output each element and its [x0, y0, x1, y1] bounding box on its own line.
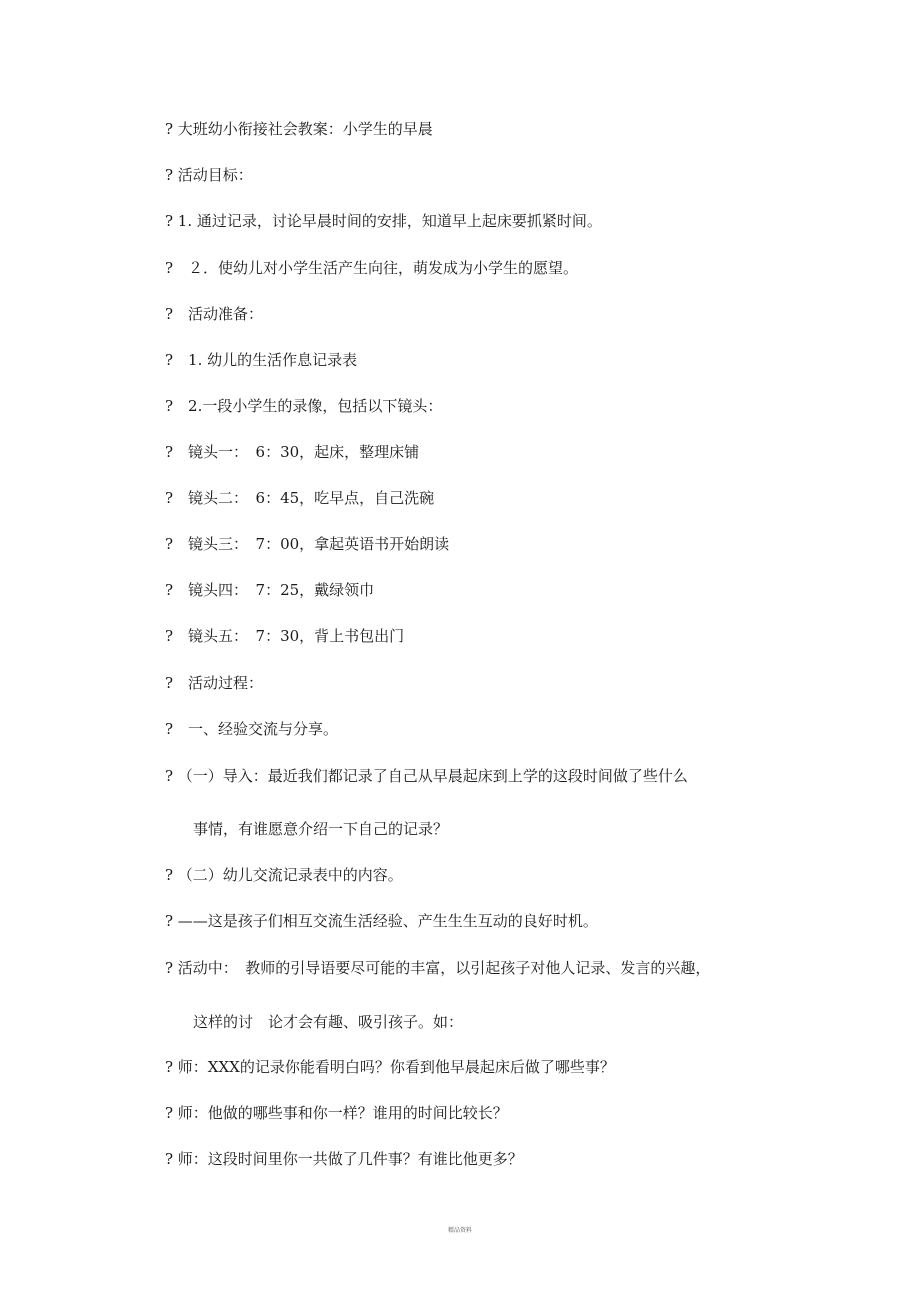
paragraph-continuation: 事情，有谁愿意介绍一下自己的记录？: [193, 820, 449, 838]
section-heading-process: ? 活动过程：: [165, 674, 264, 692]
paragraph-line: ? 一、经验交流与分享。: [165, 720, 339, 738]
page-footer: 精品资料: [447, 1227, 472, 1234]
paragraph-line: ? 活动中： 教师的引导语要尽可能的丰富，以引起孩子对他人记录、发言的兴趣，: [165, 959, 711, 977]
section-heading-goals: ? 活动目标：: [165, 166, 253, 184]
section-heading-preparation: ? 活动准备：: [165, 305, 264, 323]
shot-line: ? 镜头四： 7：25，戴绿领巾: [165, 581, 375, 599]
paragraph-line: ? 1. 幼儿的生活作息记录表: [165, 351, 358, 369]
document-title: ? 大班幼小衔接社会教案：小学生的早晨: [165, 120, 433, 138]
shot-line: ? 镜头五： 7：30，背上书包出门: [165, 627, 405, 645]
dialogue-line: ? 师：他做的哪些事和你一样？谁用的时间比较长？: [165, 1104, 508, 1122]
dialogue-line: ? 师：XXX的记录你能看明白吗？你看到他早晨起床后做了哪些事？: [165, 1058, 615, 1076]
paragraph-line: ? 2.一段小学生的录像，包括以下镜头：: [165, 397, 443, 415]
paragraph-line: ? （一）导入：最近我们都记录了自己从早晨起床到上学的这段时间做了些什么: [165, 767, 688, 785]
paragraph-line: ? 1. 通过记录，讨论早晨时间的安排，知道早上起床要抓紧时间。: [165, 212, 602, 230]
paragraph-line: ? ——这是孩子们相互交流生活经验、产生生生互动的良好时机。: [165, 912, 598, 930]
shot-line: ? 镜头二： 6：45，吃早点，自己洗碗: [165, 489, 435, 507]
paragraph-continuation: 这样的讨 论才会有趣、吸引孩子。如：: [193, 1013, 464, 1031]
shot-line: ? 镜头一： 6：30，起床，整理床铺: [165, 443, 420, 461]
paragraph-line: ? （二）幼儿交流记录表中的内容。: [165, 866, 403, 884]
shot-line: ? 镜头三： 7：00，拿起英语书开始朗读: [165, 535, 450, 553]
dialogue-line: ? 师：这段时间里你一共做了几件事？有谁比他更多？: [165, 1150, 523, 1168]
paragraph-line: ? ２．使幼儿对小学生活产生向往，萌发成为小学生的愿望。: [165, 259, 579, 277]
